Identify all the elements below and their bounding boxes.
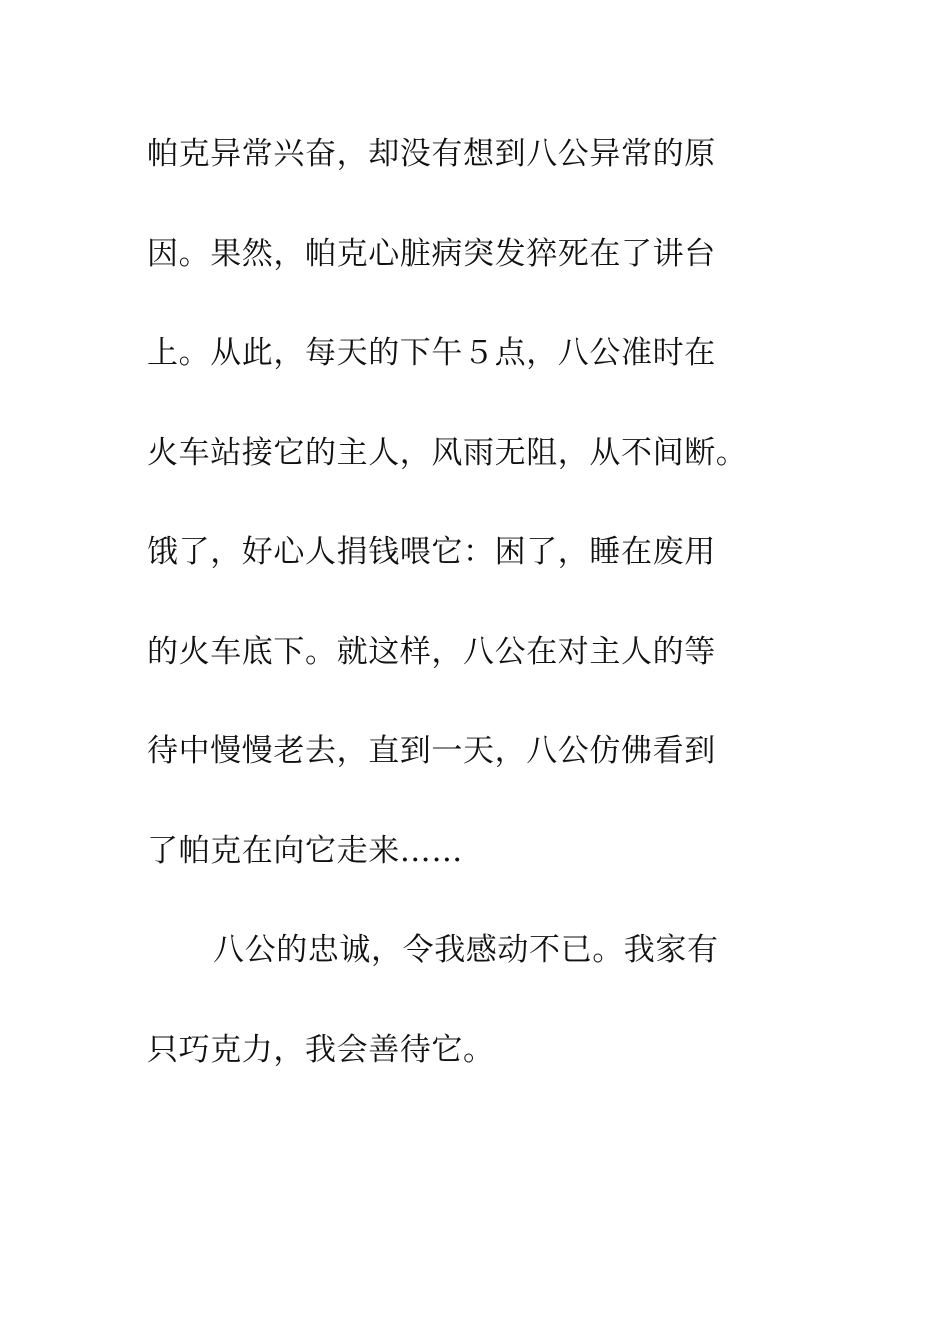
text-line-3: 上。从此，每天的下午５点，八公准时在 <box>147 335 716 371</box>
text-line-4: 火车站接它的主人，风雨无阻，从不间断。 <box>147 434 748 471</box>
text-line-5: 饿了，好心人捐钱喂它：困了，睡在废用 <box>147 534 716 570</box>
text-line-9-paragraph-start: 八公的忠诚，令我感动不已。我家有 <box>213 932 719 968</box>
text-line-7: 待中慢慢老去，直到一天，八公仿佛看到 <box>147 733 716 769</box>
body-text <box>147 125 827 1120</box>
text-line-2: 因。果然，帕克心脏病突发猝死在了讲台 <box>147 235 716 272</box>
text-line-8: 了帕克在向它走来…… <box>147 832 463 869</box>
text-line-10: 只巧克力，我会善待它。 <box>147 1031 495 1068</box>
text-line-1: 帕克异常兴奋，却没有想到八公异常的原 <box>147 136 716 172</box>
text-line-6: 的火车底下。就这样，八公在对主人的等 <box>147 633 716 670</box>
